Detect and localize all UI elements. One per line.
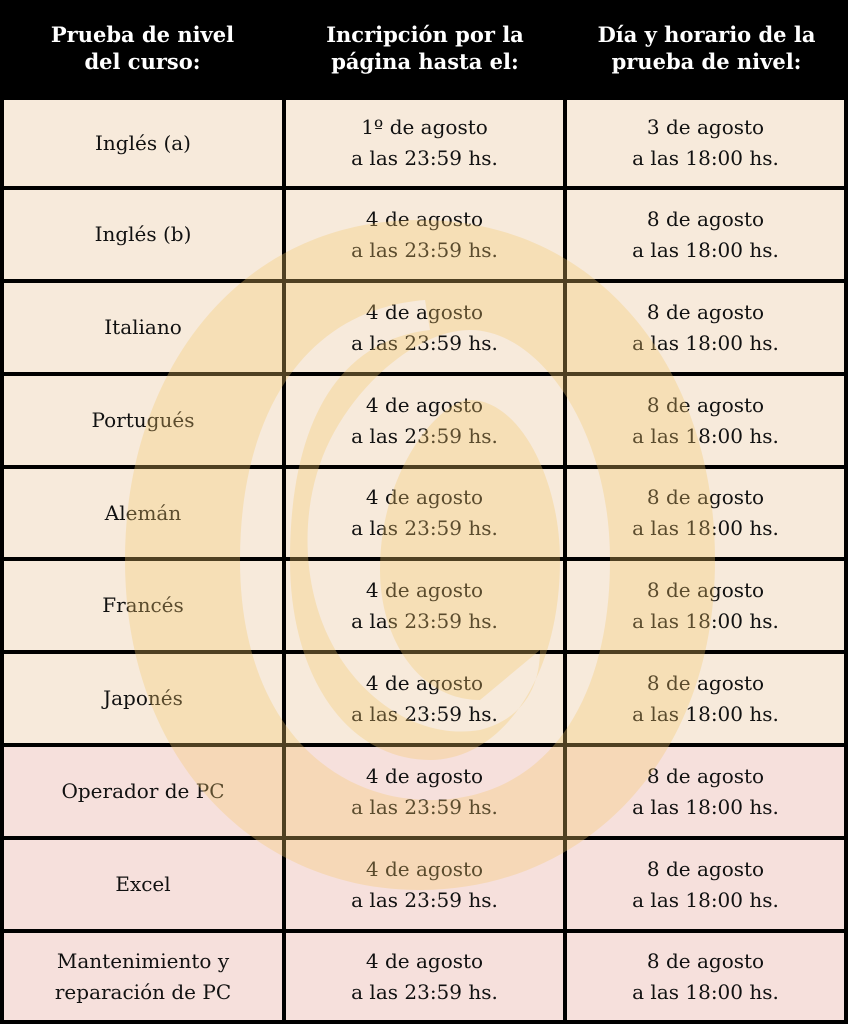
test-datetime-cell: 8 de agosto a las 18:00 hs. xyxy=(567,376,844,465)
test-datetime-cell: 8 de agosto a las 18:00 hs. xyxy=(567,747,844,836)
registration-deadline-cell: 4 de agosto a las 23:59 hs. xyxy=(286,190,563,279)
course-cell: Portugués xyxy=(4,376,282,465)
table-row xyxy=(0,469,848,557)
registration-deadline-cell: 4 de agosto a las 23:59 hs. xyxy=(286,747,563,836)
test-datetime-cell: 8 de agosto a las 18:00 hs. xyxy=(567,283,844,372)
table-row xyxy=(0,376,848,465)
registration-deadline-cell: 4 de agosto a las 23:59 hs. xyxy=(286,654,563,743)
header-course: Prueba de nivel del curso: xyxy=(50,21,235,74)
test-datetime-cell: 8 de agosto a las 18:00 hs. xyxy=(567,840,844,929)
course-cell: Francés xyxy=(4,561,282,650)
registration-deadline-cell: 4 de agosto a las 23:59 hs. xyxy=(286,933,563,1020)
registration-deadline-cell: 4 de agosto a las 23:59 hs. xyxy=(286,283,563,372)
table-row xyxy=(0,190,848,279)
table-row xyxy=(0,747,848,836)
course-cell: Excel xyxy=(4,840,282,929)
test-datetime-cell: 8 de agosto a las 18:00 hs. xyxy=(567,933,844,1020)
registration-deadline-cell: 4 de agosto a las 23:59 hs. xyxy=(286,469,563,557)
course-cell: Italiano xyxy=(4,283,282,372)
header-test-datetime: Día y horario de la prueba de nivel: xyxy=(597,21,816,74)
table-row xyxy=(0,561,848,650)
course-cell: Inglés (b) xyxy=(4,190,282,279)
table-row xyxy=(0,283,848,372)
table-row xyxy=(0,100,848,186)
test-datetime-cell: 3 de agosto a las 18:00 hs. xyxy=(567,100,844,186)
header-registration-deadline: Incripción por la página hasta el: xyxy=(326,21,524,74)
course-cell: Alemán xyxy=(4,469,282,557)
table-header xyxy=(0,0,848,96)
course-cell: Mantenimiento y reparación de PC xyxy=(4,933,282,1020)
test-datetime-cell: 8 de agosto a las 18:00 hs. xyxy=(567,190,844,279)
test-datetime-cell: 8 de agosto a las 18:00 hs. xyxy=(567,469,844,557)
registration-deadline-cell: 1º de agosto a las 23:59 hs. xyxy=(286,100,563,186)
course-cell: Inglés (a) xyxy=(4,100,282,186)
table-row xyxy=(0,933,848,1020)
test-datetime-cell: 8 de agosto a las 18:00 hs. xyxy=(567,654,844,743)
table-row xyxy=(0,654,848,743)
registration-deadline-cell: 4 de agosto a las 23:59 hs. xyxy=(286,561,563,650)
course-cell: Operador de PC xyxy=(4,747,282,836)
course-cell: Japonés xyxy=(4,654,282,743)
test-datetime-cell: 8 de agosto a las 18:00 hs. xyxy=(567,561,844,650)
registration-deadline-cell: 4 de agosto a las 23:59 hs. xyxy=(286,376,563,465)
registration-deadline-cell: 4 de agosto a las 23:59 hs. xyxy=(286,840,563,929)
table-row xyxy=(0,840,848,929)
